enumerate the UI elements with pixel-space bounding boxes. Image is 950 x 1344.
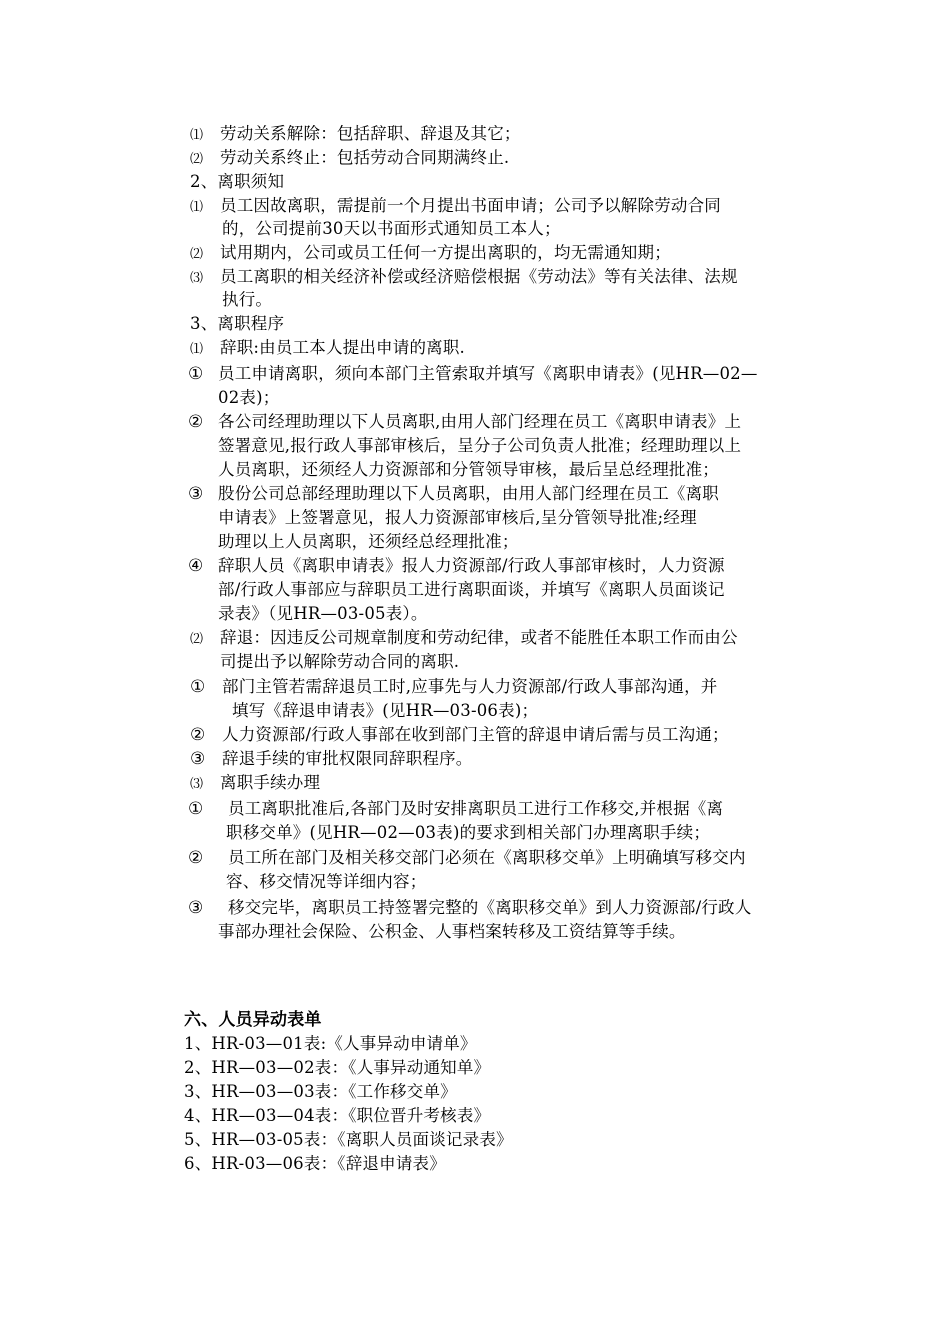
text-line (222, 219, 561, 239)
text-line (218, 436, 741, 456)
line-text: 股份公司总部经理助理以下人员离职，由用人部门经理在员工《离职 (218, 484, 719, 503)
list-marker: ③ (188, 898, 204, 918)
line-text: 填写《辞退申请表》(见HR—03-06表)； (232, 701, 539, 720)
list-marker: ⑶ (190, 271, 204, 286)
forms-heading: 六、人员异动表单 (184, 1010, 322, 1030)
line-text: 试用期内，公司或员工任何一方提出离职的，均无需通知期； (220, 243, 671, 262)
line-text: 人员离职，还须经人力资源部和分管领导审核，最后呈总经理批准； (218, 460, 719, 479)
line-text: 劳动关系解除：包括辞职、辞退及其它； (220, 124, 521, 143)
line-text: 辞职:由员工本人提出申请的离职. (220, 338, 466, 357)
list-marker: ① (188, 799, 204, 819)
text-line (218, 604, 428, 624)
line-text: 执行。 (222, 290, 273, 309)
list-marker: ④ (188, 556, 204, 576)
line-text: 的，公司提前30天以书面形式通知员工本人； (222, 219, 561, 238)
text-line (190, 148, 509, 170)
text-line (232, 701, 538, 721)
line-text: 辞退手续的审批权限同辞职程序。 (222, 749, 473, 768)
line-text: 职移交单》(见HR—02—03表)的要求到相关部门办理离职手续； (226, 823, 711, 842)
line-text: 员工离职的相关经济补偿或经济赔偿根据《劳动法》等有关法律、法规 (220, 267, 738, 286)
line-text: 离职手续办理 (220, 773, 321, 792)
list-marker: ③ (188, 484, 204, 504)
text-line (190, 677, 718, 697)
text-line (226, 823, 710, 843)
list-marker: ⑶ (190, 777, 204, 792)
line-text: 员工所在部门及相关移交部门必须在《离职移交单》上明确填写移交内 (228, 848, 746, 867)
text-line (220, 652, 459, 672)
list-marker: ② (188, 412, 204, 432)
text-line (218, 460, 719, 480)
list-marker: ⑵ (190, 632, 204, 647)
text-line (188, 848, 746, 868)
line-text: 员工离职批准后,各部门及时安排离职员工进行工作移交,并根据《离 (228, 799, 724, 818)
text-line (190, 749, 473, 769)
text-line (226, 872, 426, 892)
list-item: 2、HR—03—02表：《人事异动通知单》 (184, 1058, 491, 1077)
text-line (190, 338, 465, 360)
line-text: 02表)； (218, 388, 280, 407)
text-line (190, 773, 320, 795)
list-item: 1、HR-03—01表:《人事异动申请单》 (184, 1034, 477, 1053)
list-marker: ① (188, 364, 204, 384)
text-line (188, 799, 723, 819)
list-marker: ① (190, 677, 206, 697)
list-item: 6、HR-03—06表：《辞退申请表》 (184, 1154, 446, 1173)
section-heading (190, 172, 284, 192)
line-text: 签署意见,报行政人事部审核后，呈分子公司负责人批准；经理助理以上 (218, 436, 742, 455)
text-line (218, 922, 686, 942)
line-text: 容、移交情况等详细内容； (226, 872, 427, 891)
line-text: 移交完毕，离职员工持签署完整的《离职移交单》到人力资源部/行政人 (228, 898, 752, 917)
list-item: 5、HR—03-05表：《离职人员面谈记录表》 (184, 1130, 513, 1149)
text-line (222, 290, 272, 310)
text-line (218, 532, 519, 552)
text-line (190, 196, 721, 218)
line-text: 员工因故离职，需提前一个月提出书面申请；公司予以解除劳动合同 (220, 196, 721, 215)
text-line (218, 388, 279, 408)
list-marker: ② (188, 848, 204, 868)
list-item: 3、HR—03—03表：《工作移交单》 (184, 1082, 457, 1101)
line-text: 劳动关系终止：包括劳动合同期满终止. (220, 148, 510, 167)
text-line (190, 243, 671, 265)
list-marker: ⑴ (190, 200, 204, 215)
list-marker: ⑵ (190, 247, 204, 262)
line-text: 辞职人员《离职申请表》报人力资源部/行政人事部审核时，人力资源 (218, 556, 725, 575)
list-marker: ③ (190, 749, 206, 769)
line-text: 3、离职程序 (190, 314, 285, 333)
line-text: 录表》（见HR—03-05表）。 (218, 604, 428, 623)
line-text: 人力资源部/行政人事部在收到部门主管的辞退申请后需与员工沟通； (222, 725, 729, 744)
text-line (188, 484, 719, 504)
text-line (190, 725, 729, 745)
line-text: 2、离职须知 (190, 172, 285, 191)
line-text: 员工申请离职，须向本部门主管索取并填写《离职申请表》(见HR—02— (218, 364, 758, 383)
line-text: 辞退：因违反公司规章制度和劳动纪律，或者不能胜任本职工作而由公 (220, 628, 738, 647)
text-line (188, 412, 741, 432)
text-line (190, 267, 738, 289)
list-marker: ② (190, 725, 206, 745)
line-text: 申请表》上签署意见，报人力资源部审核后,呈分管领导批准;经理 (218, 508, 697, 527)
list-marker: ⑵ (190, 152, 204, 167)
text-line (218, 508, 697, 528)
text-line (188, 898, 751, 918)
text-line (188, 364, 758, 384)
line-text: 部/行政人事部应与辞职员工进行离职面谈，并填写《离职人员面谈记 (218, 580, 725, 599)
text-line (190, 628, 738, 650)
line-text: 助理以上人员离职，还须经总经理批准； (218, 532, 519, 551)
line-text: 部门主管若需辞退员工时,应事先与人力资源部/行政人事部沟通，并 (222, 677, 718, 696)
text-line (188, 556, 725, 576)
line-text: 各公司经理助理以下人员离职,由用人部门经理在员工《离职申请表》上 (218, 412, 742, 431)
list-item: 4、HR—03—04表：《职位晋升考核表》 (184, 1106, 491, 1125)
line-text: 事部办理社会保险、公积金、人事档案转移及工资结算等手续。 (218, 922, 686, 941)
list-marker: ⑴ (190, 342, 204, 357)
text-line (218, 580, 725, 600)
line-text: 司提出予以解除劳动合同的离职. (220, 652, 460, 671)
list-marker: ⑴ (190, 128, 204, 143)
section-heading (190, 314, 284, 334)
text-line (190, 124, 521, 146)
